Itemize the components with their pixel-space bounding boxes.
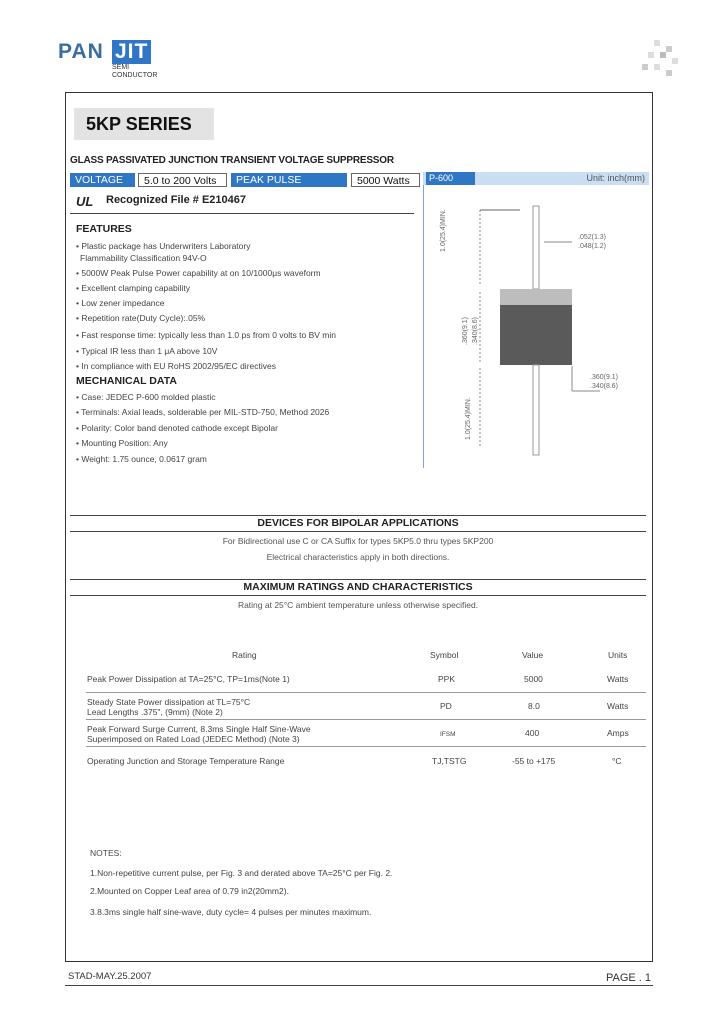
- checker-pattern-icon: [642, 40, 678, 76]
- row-rating-line2: Lead Lengths .375", (9mm) (Note 2): [87, 707, 223, 717]
- row-divider: [86, 719, 646, 720]
- notes-heading: NOTES:: [90, 848, 122, 858]
- row-rating: Operating Junction and Storage Temperature Range: [87, 756, 285, 766]
- logo-sub-conductor: CONDUCTOR: [112, 72, 158, 79]
- feature-item: • Typical IR less than 1 μA above 10V: [76, 346, 218, 356]
- row-value: 8.0: [528, 701, 540, 711]
- note-1: 1.Non-repetitive current pulse, per Fig. 3 and derated above TA=25°C per Fig. 2.: [90, 868, 393, 878]
- note-3: 3.8.3ms single half sine-wave, duty cycle= 4 pulses per minutes maximum.: [90, 907, 372, 917]
- row-units: Watts: [607, 674, 629, 684]
- feature-item: • Plastic package has Underwriters Laboratory: [76, 241, 251, 251]
- dim-lead-length-top: 1.0(25.4)MIN.: [440, 209, 447, 252]
- divider: [70, 531, 646, 532]
- logo-pan-text: PAN: [58, 40, 104, 63]
- dim-lead-dia-top: .052(1.3): [578, 234, 607, 241]
- row-symbol: IFSM: [440, 731, 456, 738]
- feature-item: • 5000W Peak Pulse Power capability at on 10/1000μs waveform: [76, 268, 321, 278]
- unit-label: Unit: inch(mm): [586, 173, 645, 183]
- bipolar-line-1: For Bidirectional use C or CA Suffix for types 5KP5.0 thru types 5KP200: [222, 536, 494, 546]
- row-divider: [86, 746, 646, 747]
- divider: [70, 213, 414, 214]
- row-value: 400: [525, 728, 540, 738]
- dim-body-length-min: .340(8.6): [472, 316, 479, 345]
- row-symbol: PPK: [438, 674, 456, 684]
- row-rating-line2: Superimposed on Rated Load (JEDEC Method) (Note 3): [87, 734, 300, 744]
- mech-item: • Terminals: Axial leads, solderable per MIL-STD-750, Method 2026: [76, 407, 330, 417]
- logo-subtitle: [112, 64, 157, 80]
- divider: [70, 515, 646, 516]
- peak-power-label: PEAK PULSE POWER: [231, 173, 347, 187]
- p600-package-drawing: [424, 186, 648, 468]
- dim-body-dia-bot: .340(8.6): [590, 383, 619, 390]
- dim-lead-dia-bot: .048(1.2): [578, 243, 607, 250]
- voltage-label: VOLTAGE: [70, 173, 135, 187]
- dim-body-length: .360(9.1): [462, 316, 469, 345]
- feature-item: • Fast response time: typically less than 1.0 ps from 0 volts to BV min: [76, 330, 336, 340]
- mech-item: • Weight: 1.75 ounce, 0.0617 gram: [76, 454, 207, 464]
- header-rating: Rating: [232, 650, 257, 660]
- footer-rule: [65, 985, 653, 986]
- row-rating: Steady State Power dissipation at TL=75°C: [87, 697, 251, 707]
- features-heading: FEATURES: [76, 223, 132, 235]
- ratings-note: Rating at 25°C ambient temperature unless otherwise specified.: [237, 600, 479, 610]
- mech-item: • Polarity: Color band denoted cathode except Bipolar: [76, 423, 278, 433]
- mechanical-heading: MECHANICAL DATA: [76, 375, 177, 387]
- feature-item: • Repetition rate(Duty Cycle):.05%: [76, 313, 206, 323]
- note-2: 2.Mounted on Copper Leaf area of 0.79 in2(20mm2).: [90, 886, 289, 896]
- dim-lead-length-bottom: 1.0(25.4)MIN.: [465, 397, 472, 440]
- feature-item: • Low zener impedance: [76, 298, 165, 308]
- row-value: 5000: [524, 674, 543, 684]
- row-value: -55 to +175: [512, 756, 556, 766]
- bipolar-line-2: Electrical characteristics apply in both directions.: [266, 552, 450, 562]
- row-symbol: PD: [440, 701, 452, 711]
- footer-date: STAD-MAY.25.2007: [68, 971, 152, 982]
- row-rating: Peak Power Dissipation at TA=25°C, TP=1ms(Note 1): [87, 674, 290, 684]
- voltage-value: 5.0 to 200 Volts: [138, 173, 227, 187]
- row-units: °C: [612, 756, 622, 766]
- feature-item: • Excellent clamping capability: [76, 283, 191, 293]
- page-title: 5KP SERIES: [86, 114, 192, 134]
- mech-item: • Mounting Position: Any: [76, 438, 168, 448]
- header-value: Value: [522, 650, 544, 660]
- logo-sub-semi: SEMI: [112, 64, 130, 71]
- feature-item: Flammability Classification 94V-O: [80, 253, 207, 263]
- dim-body-dia-top: .360(9.1): [590, 374, 619, 381]
- row-divider: [86, 692, 646, 693]
- divider: [70, 595, 646, 596]
- package-bar: [423, 172, 649, 185]
- ratings-heading: MAXIMUM RATINGS AND CHARACTERISTICS: [243, 581, 473, 593]
- row-rating: Peak Forward Surge Current, 8.3ms Single Half Sine-Wave: [87, 724, 311, 734]
- peak-power-value: 5000 Watts: [351, 173, 420, 187]
- product-subtitle: GLASS PASSIVATED JUNCTION TRANSIENT VOLTAGE SUPPRESSOR: [70, 155, 394, 166]
- recognized-file: Recognized File # E210467: [106, 194, 247, 206]
- logo-jit-text: JIT: [112, 40, 151, 64]
- mech-item: • Case: JEDEC P-600 molded plastic: [76, 392, 216, 402]
- bipolar-heading: DEVICES FOR BIPOLAR APPLICATIONS: [257, 517, 459, 529]
- package-name: P-600: [426, 172, 475, 185]
- row-units: Amps: [607, 728, 629, 738]
- row-symbol: TJ,TSTG: [432, 756, 467, 766]
- header-symbol: Symbol: [430, 650, 459, 660]
- divider: [70, 579, 646, 580]
- header-units: Units: [608, 650, 628, 660]
- feature-item: • In compliance with EU RoHS 2002/95/EC directives: [76, 361, 276, 371]
- ul-logo: UL: [76, 194, 94, 209]
- row-units: Watts: [607, 701, 629, 711]
- page-number: PAGE . 1: [606, 972, 652, 984]
